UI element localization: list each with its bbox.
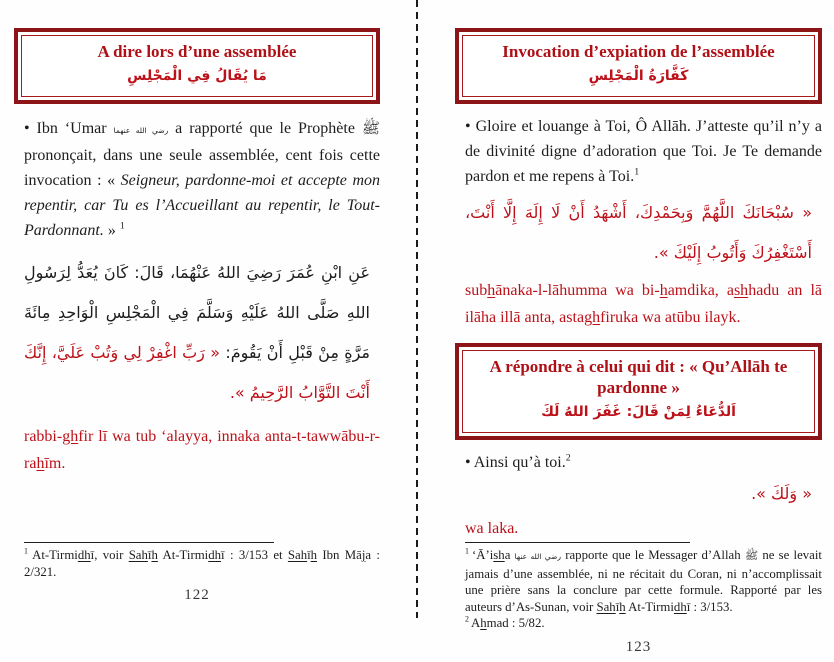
header-title-fr: Invocation d’expiation de l’assemblée [502, 42, 775, 61]
text-segment: dh [77, 548, 91, 562]
text-segment: » [103, 222, 120, 239]
page-footer [14, 542, 380, 610]
text-segment: ī [147, 548, 152, 562]
page-left [0, 0, 417, 618]
text-segment: • Gloire et louange à Toi, Ô Allāh. J’atteste qu’il n’y a de divinité digne d’adoration que Toi. Je Te demande pardon et me repens à Toi. [465, 118, 822, 185]
text-segment: 1 [634, 166, 640, 178]
text-segment: ‘Ā’i [471, 548, 494, 562]
text-segment: h [480, 616, 487, 630]
text-segment: رضي الله عنها [514, 552, 562, 561]
text-segment: dh [673, 599, 687, 614]
page-number: 123 [625, 638, 652, 655]
header-box-left [14, 28, 380, 104]
text-segment: A [470, 616, 481, 630]
text-segment: • Ibn ‘Umar [24, 120, 114, 137]
text-segment: h [36, 455, 45, 472]
response-transliteration: wa laka. [465, 520, 519, 537]
response-arabic: « وَلَكَ ». [751, 484, 812, 503]
transliteration [455, 277, 822, 331]
arabic-quote [455, 193, 822, 273]
text-segment: ﷺ [361, 119, 381, 137]
text-segment: 1 [119, 220, 125, 232]
text-segment: ī [615, 599, 620, 614]
header-title-ar: كَفَّارَةُ الْمَجْلِسِ [588, 68, 689, 84]
header-box-right [455, 28, 822, 104]
footnote [455, 615, 822, 632]
text-segment: j [361, 548, 366, 562]
header-title-fr: A dire lors d’une assemblée [97, 42, 297, 61]
text-segment: ānaka-l-lāhumma wa bi- [495, 282, 660, 299]
text-segment: « سُبْحَانَكَ اللَّهُمَّ وَبِحَمْدِكَ، أَشْهَدُ أَنْ لَا إِلَهَ إِلَّا أَنْتَ، أَسْتَغْفِرُكَ وَأَتُوبُ إِلَيْكَ ». [465, 203, 812, 262]
page-footer [455, 542, 822, 662]
hadith-paragraph [14, 116, 380, 243]
response-title-fr: A répondre à celui qui dit : « Qu’Allāh te pardonne » [489, 357, 788, 397]
text-segment: ﷺ [744, 549, 759, 562]
text-segment: At-Tirmi [32, 548, 78, 562]
text-segment: īm. [44, 455, 66, 472]
text-segment: h [659, 282, 668, 299]
text-segment: Sah [596, 599, 616, 614]
text-segment: Ibn Mā [317, 548, 362, 562]
text-segment: • Ainsi qu’à toi. [465, 454, 566, 471]
text-segment: Seigneur, pardonne-moi et accepte mon repentir, car Tu es l’Accueillant au repentir, le Tout-Pardonnant. [24, 172, 380, 239]
text-segment: ī : 3/153. [686, 599, 733, 614]
page-number: 122 [184, 587, 210, 603]
text-segment: sh [733, 282, 749, 299]
text-segment: amdika, a [667, 282, 734, 299]
text-segment: prononçait, dans une seule assemblée, cent fois cette invocation : « [24, 147, 380, 189]
text-segment: sub [465, 282, 488, 299]
text-segment: firuka wa atūbu ilayk. [600, 309, 741, 326]
text-segment: ī : 3/153 et [221, 548, 288, 562]
text-segment: hadu an lā ilāha illā anta, asta [465, 282, 823, 326]
text-segment: gh [62, 428, 79, 445]
text-segment: a : 2/321. [24, 548, 380, 579]
text-segment: h [310, 548, 318, 562]
text-segment: Sah [287, 548, 308, 562]
text-segment: عَنِ ابْنِ عُمَرَ رَضِيَ اللهُ عَنْهُمَا، قَالَ: كَانَ يُعَدُّ لِرَسُولِ اللهِ صَلَّى اللهُ عَلَيْهِ وَسَلَّمَ فِي الْمَجْلِسِ الْوَاحِدِ مِائَةَ مَرَّةٍ مِنْ قَبْلِ أَنْ يَقُومَ: [24, 263, 371, 362]
transliteration [14, 423, 380, 477]
text-segment: Sah [128, 548, 148, 562]
text-segment: h [151, 548, 158, 562]
response-box [455, 343, 822, 440]
text-segment: رضي الله عنهما [113, 126, 169, 135]
text-segment: ne se levait jamais d’une assemblée, ni ne récitait du Coran, ni n’accomplissait une prière sans la conclure par cette formule. Rapporté par les auteurs d’As-Sunan, voir [465, 548, 822, 614]
page-right [417, 0, 834, 655]
response-box-inner [462, 350, 815, 433]
footnote-separator [465, 542, 690, 543]
text-segment: At-Tirmi [625, 599, 674, 614]
text-segment: gh [584, 309, 601, 326]
response-paragraph [455, 450, 822, 475]
hadith-paragraph [455, 114, 822, 189]
text-segment: fir lī wa tub ‘alayya, innaka anta-t-tawwābu-r-ra [24, 428, 380, 472]
text-segment: mad : 5/82. [486, 616, 545, 630]
text-segment: h [487, 282, 496, 299]
text-segment: dh [208, 548, 222, 562]
text-segment: rapporte que le Messager d’Allah [561, 548, 745, 562]
text-segment: ī, voir [90, 548, 129, 562]
header-box-left-inner [21, 35, 373, 97]
header-title-ar: مَا يُقَالُ فِي الْمَجْلِسِ [127, 68, 267, 84]
text-segment: 1 [465, 546, 472, 556]
text-segment: a rapporté que le Prophète [168, 120, 362, 137]
text-segment: 1 [24, 546, 33, 556]
footnote [455, 547, 822, 615]
text-segment: h [619, 599, 626, 614]
text-segment: 2 [465, 614, 471, 624]
footnote [14, 547, 380, 580]
footnote-separator [24, 542, 274, 543]
text-segment: At-Tirmi [157, 548, 209, 562]
response-title-ar: اَلدُّعَاءُ لِمَنْ قَالَ: غَفَرَ اللهُ لَكَ [541, 404, 736, 420]
text-segment: a [504, 548, 515, 562]
text-segment: sh [493, 548, 505, 562]
text-segment: rabbi- [24, 428, 63, 445]
text-segment: 2 [565, 452, 571, 464]
arabic-quote [14, 253, 380, 413]
header-box-right-inner [462, 35, 815, 97]
text-segment: « رَبِّ اغْفِرْ لِي وَتُبْ عَلَيَّ، إِنَّكَ أَنْتَ التَّوَّابُ الرَّحِيمُ ». [24, 343, 370, 402]
text-segment: ī [307, 548, 311, 562]
